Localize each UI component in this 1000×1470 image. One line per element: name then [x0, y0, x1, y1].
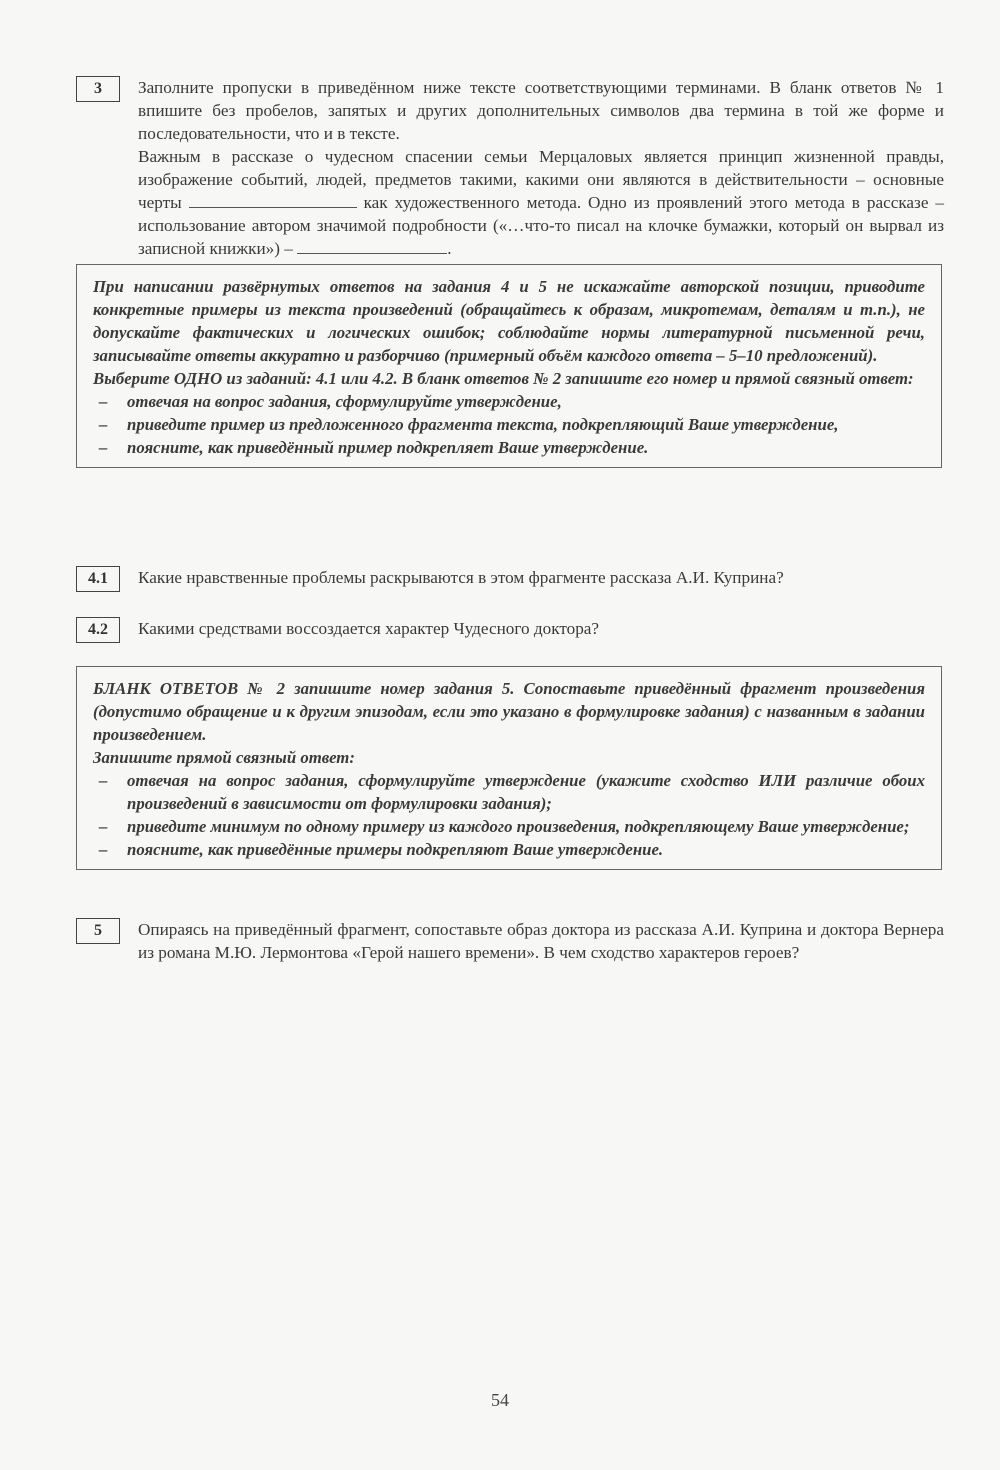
task-number-box: 5: [76, 918, 120, 944]
answer-blank-1[interactable]: [189, 193, 357, 208]
task-text: Какие нравственные проблемы раскрываются в этом фрагменте рассказа А.И. Куприна?: [138, 568, 784, 587]
dash-bullet: –: [99, 438, 108, 457]
dash-bullet: –: [99, 415, 108, 434]
task-4-2: [76, 617, 944, 640]
instructions-list: [93, 769, 925, 861]
instructions-list: [93, 390, 925, 459]
task-3: [76, 76, 944, 260]
task-number-box: 4.2: [76, 617, 120, 643]
task-body-end: .: [447, 239, 452, 258]
instructions-item: [93, 390, 925, 413]
task-intro: Заполните пропуски в приведённом ниже тексте соответствующими терминами. В бланк ответов № 1 впишите без пробелов, запятых и других дополнительных символов два термина в той же форме и последовательности, что и в тексте.: [138, 78, 944, 143]
instructions-item: [93, 769, 925, 815]
instructions-item-text: отвечая на вопрос задания, сформулируйте утверждение,: [127, 392, 562, 411]
task-text: Опираясь на приведённый фрагмент, сопоставьте образ доктора из рассказа А.И. Куприна и доктора Вернера из романа М.Ю. Лермонтова «Герой нашего времени». В чем сходство характеров героев?: [138, 920, 944, 962]
instructions-item: [93, 436, 925, 459]
dash-bullet: –: [99, 392, 108, 411]
instructions-box-tasks-4-5: [76, 264, 942, 468]
task-5: [76, 918, 944, 964]
instructions-paragraph: При написании развёрнутых ответов на задания 4 и 5 не искажайте авторской позиции, приводите конкретные примеры из текста произведений (обращайтесь к образам, микротемам, деталям и т.п.), не допускайте фактических и логических ошибок; соблюдайте нормы литературной письменной речи, записывайте ответы аккуратно и разборчиво (примерный объём каждого ответа – 5–10 предложений).: [93, 277, 925, 365]
task-body: [138, 145, 944, 260]
instructions-box-task-5: [76, 666, 942, 870]
instructions-paragraph: Выберите ОДНО из заданий: 4.1 или 4.2. В бланк ответов № 2 запишите его номер и прямой связный ответ:: [93, 369, 914, 388]
instructions-item-text: поясните, как приведённые примеры подкрепляют Ваше утверждение.: [127, 840, 664, 859]
instructions-paragraph: Запишите прямой связный ответ:: [93, 748, 355, 767]
task-number-box: 4.1: [76, 566, 120, 592]
task-4-1: [76, 566, 944, 589]
instructions-item: [93, 413, 925, 436]
dash-bullet: –: [99, 840, 108, 859]
page-number: 54: [491, 1390, 509, 1410]
instructions-item-text: приведите пример из предложенного фрагмента текста, подкрепляющий Ваше утверждение,: [127, 415, 839, 434]
task-number-box: 3: [76, 76, 120, 102]
dash-bullet: –: [99, 771, 108, 790]
instructions-item-text: отвечая на вопрос задания, сформулируйте утверждение (укажите сходство ИЛИ различие обоих произведений в зависимости от формулировки задания);: [127, 771, 925, 813]
task-body-part1: Важным в рассказе о чудесном спасении семьи Мерцаловых является принцип жизненной правды, изображение событий, людей, предметов такими, какими они являются в действительности – основные черты: [138, 147, 944, 212]
instructions-paragraph: БЛАНК ОТВЕТОВ № 2 запишите номер задания 5. Сопоставьте приведённый фрагмент произведения (допустимо обращение и к другим эпизодам, если это указано в формулировке задания) с названным в задании произведением.: [93, 679, 925, 744]
answer-blank-2[interactable]: [297, 239, 447, 254]
task-text: [138, 76, 944, 260]
instructions-item: [93, 838, 925, 861]
dash-bullet: –: [99, 817, 108, 836]
task-body-part2: как художественного метода. Одно из проявлений этого метода в рассказе – использование автором значимой подробности («…что-то писал на клочке бумажки, который он вырвал из записной книжки») –: [138, 193, 944, 258]
instructions-item-text: приведите минимум по одному примеру из каждого произведения, подкрепляющему Ваше утверждение;: [127, 817, 910, 836]
task-text: Какими средствами воссоздается характер Чудесного доктора?: [138, 619, 600, 638]
instructions-item-text: поясните, как приведённый пример подкрепляет Ваше утверждение.: [127, 438, 649, 457]
instructions-item: [93, 815, 925, 838]
